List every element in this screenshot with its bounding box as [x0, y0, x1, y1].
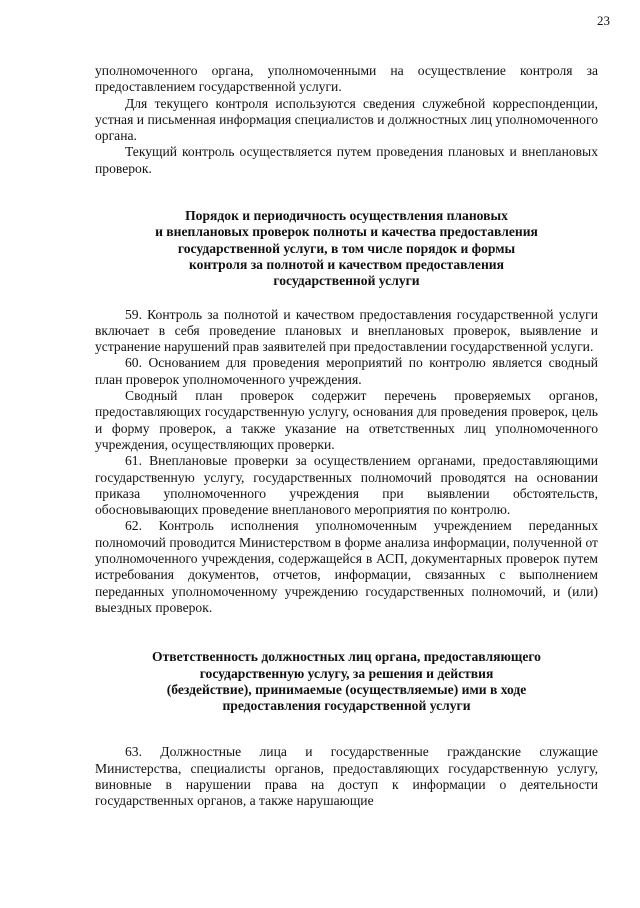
- heading-line: предоставления государственной услуги: [222, 698, 471, 714]
- paragraph-61: 61. Внеплановые проверки за осуществлением органами, предоставляющими государственную услугу, государственных полномочий проводятся на основании приказа уполномоченного учреждения при выявлении обстоятельств, обосновывающих проведение внепланового мероприятия по контролю.: [95, 453, 598, 518]
- page-number: 23: [597, 13, 610, 28]
- heading-line: контроля за полнотой и качеством предоставления: [189, 256, 504, 272]
- paragraph-3: Текущий контроль осуществляется путем проведения плановых и внеплановых проверок.: [95, 144, 598, 176]
- paragraph-60: 60. Основанием для проведения мероприятий по контролю является сводный план проверок уполномоченного учреждения.: [95, 355, 598, 387]
- paragraph-2: Для текущего контроля используются сведения служебной корреспонденции, устная и письменная информация специалистов и должностных лиц уполномоченного органа.: [95, 95, 598, 144]
- heading-line: Ответственность должностных лиц органа, предоставляющего: [152, 649, 541, 665]
- heading-line: Порядок и периодичность осуществления плановых: [185, 208, 508, 224]
- section-heading-responsibility: [95, 649, 598, 714]
- paragraph-1: уполномоченного органа, уполномоченными на осуществление контроля за предоставлением государственной услуги.: [95, 63, 598, 95]
- heading-line: государственной услуги: [273, 273, 420, 289]
- paragraph-59: 59. Контроль за полнотой и качеством предоставления государственной услуги включает в себя проведение плановых и внеплановых проверок, выявление и устранение нарушений прав заявителей при предоставлении государственной услуги.: [95, 306, 598, 355]
- section-heading-control: [95, 208, 598, 289]
- paragraph-plan: Сводный план проверок содержит перечень проверяемых органов, предоставляющих государственную услугу, основания для проведения проверок, цель и форму проверок, а также указание на ответственных лиц уполномоченного учреждения, осуществляющих проверки.: [95, 388, 598, 452]
- paragraph-62: 62. Контроль исполнения уполномоченным учреждением переданных полномочий проводится Министерством в форме анализа информации, полученной от уполномоченного учреждения, содержащейся в АСП, документарных проверок путем истребования документов, отчетов, информации, связанных с выполнением переданных уполномоченному учреждению государственных полномочий, и (или) выездных проверок.: [95, 518, 598, 615]
- heading-line: и внеплановых проверок полноты и качества предоставления: [155, 224, 538, 240]
- heading-line: государственной услуги, в том числе порядок и формы: [177, 240, 516, 256]
- paragraph-63: 63. Должностные лица и государственные гражданские служащие Министерства, специалисты органов, предоставляющих государственную услугу, виновные в нарушении права на доступ к информации о деятельности государственных органов, а также нарушающие: [95, 744, 598, 809]
- heading-line: (бездействие), принимаемые (осуществляемые) ими в ходе: [166, 681, 527, 697]
- heading-line: государственную услугу, за решения и действия: [199, 665, 494, 681]
- document-body: [95, 63, 598, 810]
